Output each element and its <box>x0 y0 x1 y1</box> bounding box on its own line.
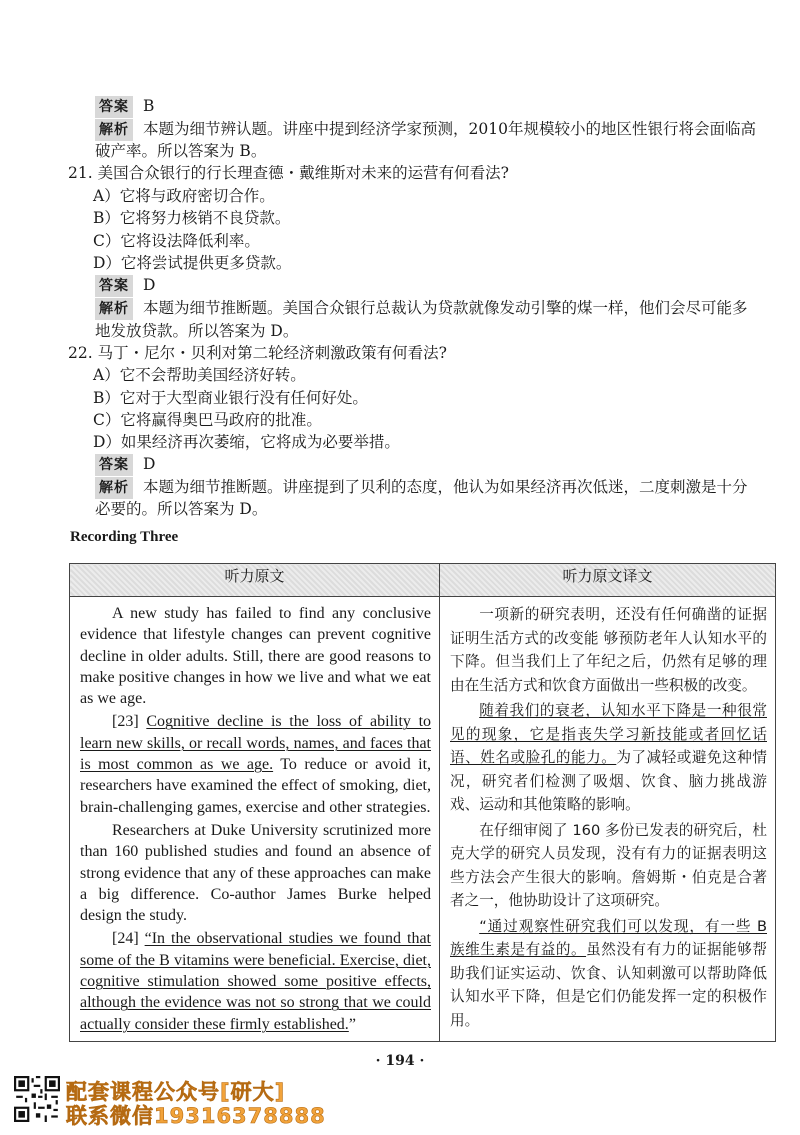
en-paragraph-2-rest: To reduce or avoid it, researchers have examined the effect of smoking, diet, brain-challenging games, exercise and other strategies. <box>80 756 432 816</box>
q21-analysis-row <box>95 297 748 320</box>
q21-option-b: B）它将努力核销不良贷款。 <box>93 209 291 227</box>
recording-table <box>69 563 776 1042</box>
answer-tag: 答案 <box>95 275 133 297</box>
section-heading: Recording Three <box>70 529 179 545</box>
cn-paragraph-2 <box>450 699 767 817</box>
analysis-text-cont: 地发放贷款。所以答案为 D。 <box>95 322 299 340</box>
analysis-text-cont: 必要的。所以答案为 D。 <box>95 500 268 518</box>
q20-answer-row <box>95 95 154 118</box>
en-paragraph-4-rest: ” <box>348 1015 356 1033</box>
cn-paragraph-1: 一项新的研究表明，还没有任何确凿的证据证明生活方式的改变能 够预防老年人认知水平的下降。但当我们上了年纪之后，仍然有足够的理由在生活方式和饮食方面做出一些积极的改变。 <box>450 606 767 694</box>
col-header-original: 听力原文 <box>70 564 440 597</box>
answer-value: B <box>143 97 155 115</box>
q22-option-d: D）如果经济再次萎缩，它将成为必要举措。 <box>93 433 400 451</box>
underlined-answer-23: Cognitive decline is the loss of ability to learn new skills, or recall words, names, and faces that is most common as we age. <box>80 713 432 774</box>
q22-option-b: B）它对于大型商业银行没有任何好处。 <box>93 389 368 407</box>
analysis-tag: 解析 <box>95 477 133 499</box>
cn-paragraph-4 <box>450 915 767 1033</box>
cn-underlined-24: “通过观察性研究我们可以发现，有一些 B 族维生素是有益的。 <box>450 917 767 958</box>
analysis-tag: 解析 <box>95 119 133 141</box>
promo-line-1: 配套课程公众号[研大] <box>66 1080 286 1104</box>
q21-answer-row <box>95 274 155 297</box>
analysis-text: 本题为细节推断题。讲座提到了贝利的态度，他认为如果经济再次低迷，二度刺激是十分 <box>143 478 748 496</box>
page-number: · 194 · <box>375 1053 425 1069</box>
q21-option-d: D）它将尝试提供更多贷款。 <box>93 254 292 272</box>
analysis-text: 本题为细节推断题。美国合众银行总裁认为贷款就像发动引擎的煤一样，他们会尽可能多 <box>143 299 748 317</box>
answer-tag: 答案 <box>95 96 133 118</box>
en-paragraph-3: Researchers at Duke University scrutinized more than 160 published studies and found an absence of strong evidence that any of these approaches can make a big difference. Co-author James Burke helped design the study. <box>80 821 431 925</box>
answer-value: D <box>143 455 156 473</box>
q22-option-a: A）它不会帮助美国经济好转。 <box>93 366 306 384</box>
qr-code-icon <box>14 1076 60 1122</box>
q22-answer-row <box>95 453 155 476</box>
col-header-translation: 听力原文译文 <box>440 564 776 597</box>
table-row <box>70 597 776 1042</box>
q20-analysis-row <box>95 118 756 141</box>
en-paragraph-2 <box>80 711 431 817</box>
q22-analysis-row <box>95 476 748 499</box>
underlined-answer-24: “In the observational studies we found that some of the B vitamins were beneficial. Exercise, diet, cognitive stimulation showed some positive effects, although the evidence was not so strong that we could actually consider these firmly established. <box>80 930 432 1033</box>
cn-underlined-23: 随着我们的衰老，认知水平下降是一种很常见的现象，它是指丧失学习新技能或者回忆话语、姓名或脸孔的能力。 <box>450 702 767 766</box>
english-transcript <box>70 597 440 1042</box>
table-header-row <box>70 564 776 597</box>
question-marker-23: [23] <box>112 713 147 731</box>
analysis-text: 本题为细节辨认题。讲座中提到经济学家预测，2010年规模较小的地区性银行将会面临高 <box>143 120 756 138</box>
answer-tag: 答案 <box>95 454 133 476</box>
answer-value: D <box>143 276 156 294</box>
q22-option-c: C）它将赢得奥巴马政府的批准。 <box>93 411 322 429</box>
analysis-tag: 解析 <box>95 298 133 320</box>
question-marker-24: [24] <box>112 930 145 948</box>
q21-option-a: A）它将与政府密切合作。 <box>93 187 275 205</box>
cn-paragraph-4-rest: 虽然没有有力的证据能够帮助我们证实运动、饮食、认知刺激可以帮助降低认知水平下降，但是它们仍能发挥一定的积极作用。 <box>450 941 767 1029</box>
q21-option-c: C）它将设法降低利率。 <box>93 232 260 250</box>
en-paragraph-1: A new study has failed to find any conclusive evidence that lifestyle changes can prevent cognitive decline in older adults. Still, there are good reasons to make positive changes in how we live and what we eat as we age. <box>80 605 431 708</box>
question-21: 21. 美国合众银行的行长理查德・戴维斯对未来的运营有何看法? <box>68 164 509 182</box>
promo-line-2: 联系微信19316378888 <box>66 1104 326 1128</box>
analysis-text-cont: 破产率。所以答案为 B。 <box>95 142 267 160</box>
chinese-translation <box>440 597 776 1042</box>
cn-paragraph-3: 在仔细审阅了 160 多份已发表的研究后，杜克大学的研究人员发现，没有有力的证据表明这些方法会产生很大的影响。詹姆斯・伯克是合著者之一，他协助设计了这项研究。 <box>450 821 767 909</box>
cn-paragraph-2-rest: 为了减轻或避免这种情况，研究者们检测了吸烟、饮食、脑力挑战游戏、运动和其他策略的影响。 <box>450 749 767 813</box>
question-22: 22. 马丁・尼尔・贝利对第二轮经济刺激政策有何看法? <box>68 344 447 362</box>
en-paragraph-4 <box>80 928 431 1034</box>
